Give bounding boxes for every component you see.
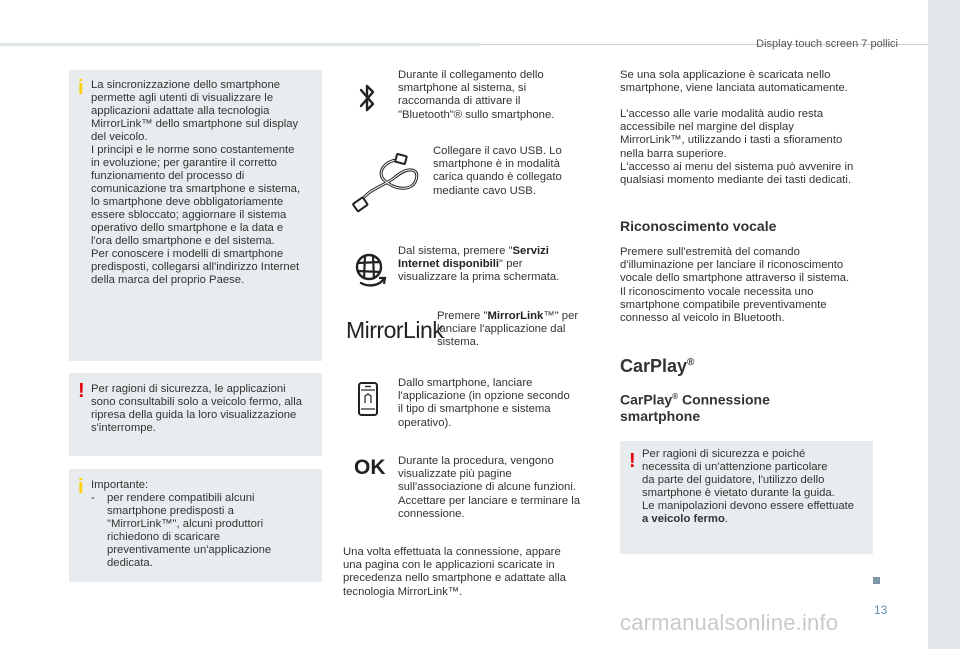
- page-number: 13: [874, 603, 888, 617]
- warning-icon: !: [78, 380, 85, 402]
- note-text: Per ragioni di sicurezza, le applicazioni sono consultabili solo a veicolo fermo, alla ripresa della guida la loro visualizzazione s'interrompe.: [91, 383, 302, 434]
- internet-services-icon: [352, 250, 388, 288]
- carplay-conn-a: CarPlay: [620, 391, 673, 408]
- section-heading-carplay: [620, 356, 694, 377]
- internet-step-pre: Dal sistema, premere ": [398, 245, 513, 257]
- page-side-strip: [928, 0, 960, 649]
- warn-end: .: [724, 513, 729, 525]
- note-intro: Importante:: [91, 479, 149, 491]
- note-text: La sincronizzazione dello smartphone permette agli utenti di visualizzare le applicazioni adattate alla tecnologia MirrorLink™ dello smartphone sul display del veicolo. I principi e le norme sono costantemente in evoluzione; per garantire il corretto funzionamento del processo di comunicazione tra smartphone e sistema, lo smartphone deve obbligatoriamente essere sbloccato; aggiornare il sistema operativo dello smartphone e la data e l'ora dello smartphone e del sistema. Per conoscere i modelli di smartphone predisposti, collegarsi all'indirizzo Internet della marca del proprio Paese.: [91, 79, 301, 286]
- warning-note-carplay: [620, 441, 873, 554]
- carplay-conn-reg: ®: [672, 392, 679, 401]
- usb-cable-icon: [350, 150, 426, 216]
- info-note-sync: [69, 70, 322, 361]
- section-heading-voice: Riconoscimento vocale: [620, 218, 777, 234]
- voice-recognition-text: Premere sull'estremità del comando d'illuminazione per lanciare il riconoscimento vocale dello smartphone attraverso il sistema. Il riconoscimento vocale necessita uno smartphone compatibile preventivamente connesso al veicolo in Bluetooth.: [620, 246, 850, 325]
- usb-step-text: Collegare il cavo USB. Lo smartphone è in modalità carica quando è collegato mediante cavo USB.: [433, 145, 562, 197]
- mirrorlink-step-text: [437, 310, 578, 350]
- carplay-conn-b: Connessione smartphone: [620, 391, 770, 424]
- internet-step-text: [398, 245, 559, 285]
- page-header-title: Display touch screen 7 pollici: [756, 38, 898, 50]
- section-heading-carplay-connection: [620, 389, 770, 424]
- info-note-important: [69, 469, 322, 582]
- note-text: [642, 448, 863, 526]
- info-icon: i: [78, 77, 84, 99]
- bluetooth-step-text: Durante il collegamento dello smartphone al sistema, si raccomanda di attivare il "Bluetooth"® sullo smartphone.: [398, 69, 555, 121]
- ok-label: OK: [354, 456, 386, 479]
- warning-note-safety: [69, 373, 322, 456]
- watermark: carmanualsonline.info: [620, 610, 839, 635]
- smartphone-app-icon: [357, 381, 379, 417]
- warn-bold: a veicolo fermo: [642, 513, 725, 525]
- single-app-text: Se una sola applicazione è scaricata nello smartphone, viene lanciata automaticamente.: [620, 69, 848, 95]
- ok-step-text: Durante la procedura, vengono visualizzate più pagine sull'associazione di alcune funzioni. Accettare per lanciare e terminare la connessione.: [398, 455, 581, 520]
- note-dash: -: [91, 492, 95, 504]
- mirrorlink-step-bold: MirrorLink: [487, 310, 544, 322]
- connection-result-text: Una volta effettuata la connessione, appare una pagina con le applicazioni scaricate in precedenza nello smartphone e adattate alla tecnologia MirrorLink™.: [343, 546, 566, 598]
- page-marker: [873, 577, 880, 584]
- warn-text: Per ragioni di sicurezza e poiché necessita di un'attenzione particolare da parte del guidatore, l'utilizzo dello smartphone è vietato durante la guida. Le manipolazioni devono essere effettuate: [642, 448, 855, 512]
- internet-step-post: " per visualizzare la prima schermata.: [398, 258, 560, 284]
- bluetooth-icon: [356, 80, 378, 116]
- note-item: per rendere compatibili alcuni smartphone predisposti a "MirrorLink™", alcuni produttori richiedono di scaricare preventivamente un'applicazione dedicata.: [107, 492, 272, 569]
- mirrorlink-step-post: ™" per lanciare l'applicazione dal sistema.: [437, 310, 579, 349]
- smartphone-step-text: Dallo smartphone, lanciare l'applicazione (in opzione secondo il tipo di smartphone e sistema operativo).: [398, 377, 570, 429]
- header-rule: [0, 43, 480, 46]
- audio-access-text: L'accesso alle varie modalità audio resta accessibile nel margine del display MirrorLink™, utilizzando i tasti a sfioramento nella barra superiore. L'accesso ai menu del sistema può avvenire in qualsiasi momento mediante dei tasti dedicati.: [620, 108, 854, 187]
- carplay-heading-text: CarPlay: [620, 356, 688, 376]
- warning-icon: !: [629, 450, 636, 472]
- mirrorlink-step-pre: Premere ": [437, 310, 488, 322]
- carplay-heading-reg: ®: [687, 357, 695, 368]
- info-icon: i: [78, 476, 84, 498]
- mirrorlink-logo: MirrorLink: [346, 317, 444, 343]
- internet-step-bold: Servizi Internet disponibili: [398, 245, 549, 271]
